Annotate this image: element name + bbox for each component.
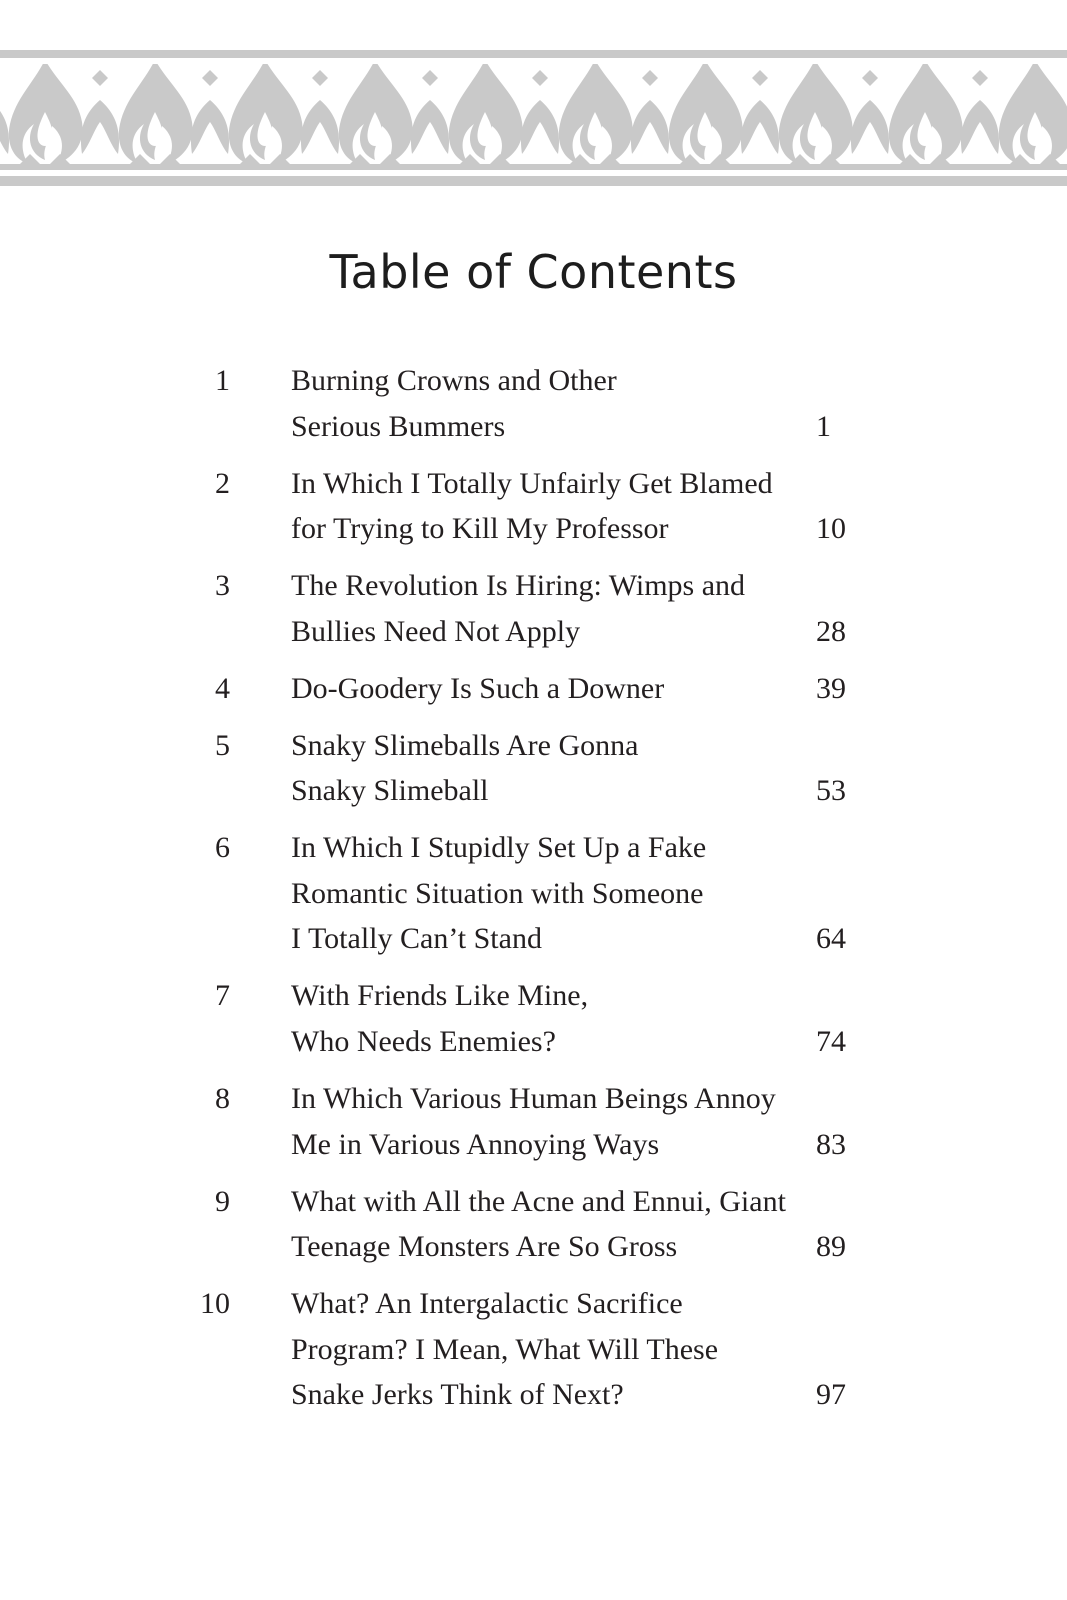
chapter-title-line: What with All the Acne and Ennui, Giant xyxy=(291,1184,786,1218)
page-number: 53 xyxy=(816,774,846,808)
page-number: 28 xyxy=(816,614,846,648)
chapter-title xyxy=(291,358,821,449)
chapter-title-line: Snake Jerks Think of Next? xyxy=(291,1378,624,1412)
chapter-title-line: Burning Crowns and Other xyxy=(291,364,617,397)
page-number: 64 xyxy=(816,922,846,956)
chapter-title xyxy=(291,1076,821,1167)
toc-entry xyxy=(0,1076,1067,1167)
page-title: Table of Contents xyxy=(329,245,738,299)
table-of-contents xyxy=(0,358,1067,1429)
chapter-title-line: Do-Goodery Is Such a Downer xyxy=(291,671,665,705)
chapter-title xyxy=(291,461,821,552)
chapter-title-line: Serious Bummers xyxy=(291,409,506,443)
chapter-title xyxy=(291,1281,821,1418)
chapter-title-line: Teenage Monsters Are So Gross xyxy=(291,1230,678,1264)
toc-entry xyxy=(0,666,1067,712)
chapter-title-line: I Totally Can’t Stand xyxy=(291,922,542,956)
chapter-title xyxy=(291,1179,821,1270)
page-number: 89 xyxy=(816,1230,846,1264)
page-number: 83 xyxy=(816,1127,846,1161)
chapter-number: 1 xyxy=(215,364,230,397)
toc-entry xyxy=(0,358,1067,449)
toc-entry xyxy=(0,461,1067,552)
chapter-title xyxy=(291,666,821,712)
chapter-number: 9 xyxy=(215,1184,230,1218)
chapter-title-line: Program? I Mean, What Will These xyxy=(291,1332,719,1366)
toc-entry xyxy=(0,1179,1067,1270)
toc-entry xyxy=(0,973,1067,1064)
chapter-title-line: Snaky Slimeball xyxy=(291,774,489,808)
chapter-number: 3 xyxy=(215,569,230,603)
page-number: 10 xyxy=(816,512,846,546)
chapter-title-line: The Revolution Is Hiring: Wimps and xyxy=(291,569,746,603)
chapter-title xyxy=(291,723,821,814)
page-number: 39 xyxy=(816,671,846,705)
chapter-title-line: Who Needs Enemies? xyxy=(291,1025,556,1059)
chapter-title-line: for Trying to Kill My Professor xyxy=(291,512,669,546)
chapter-title-line: Me in Various Annoying Ways xyxy=(291,1127,660,1161)
page-number: 1 xyxy=(816,409,831,443)
toc-entry xyxy=(0,723,1067,814)
chapter-title-line: With Friends Like Mine, xyxy=(291,979,589,1013)
chapter-title-line: In Which I Stupidly Set Up a Fake xyxy=(291,831,707,865)
chapter-number: 6 xyxy=(215,831,230,865)
chapter-number: 7 xyxy=(215,979,230,1013)
chapter-title xyxy=(291,973,821,1064)
chapter-title-line: Bullies Need Not Apply xyxy=(291,614,581,648)
chapter-title-line: In Which Various Human Beings Annoy xyxy=(291,1082,776,1116)
decorative-flame-banner xyxy=(0,50,1067,190)
chapter-number: 10 xyxy=(200,1287,230,1321)
chapter-title xyxy=(291,563,821,654)
page-number: 74 xyxy=(816,1025,846,1059)
toc-entry xyxy=(0,825,1067,962)
chapter-title-line: Snaky Slimeballs Are Gonna xyxy=(291,728,639,762)
chapter-number: 2 xyxy=(215,466,230,500)
chapter-title-line: In Which I Totally Unfairly Get Blamed xyxy=(291,466,773,500)
chapter-number: 5 xyxy=(215,728,230,762)
chapter-title-line: Romantic Situation with Someone xyxy=(291,876,704,910)
toc-entry xyxy=(0,1281,1067,1418)
toc-entry xyxy=(0,563,1067,654)
chapter-title xyxy=(291,825,821,962)
chapter-title-line: What? An Intergalactic Sacrifice xyxy=(291,1287,683,1321)
page-number: 97 xyxy=(816,1378,846,1412)
chapter-number: 8 xyxy=(215,1082,230,1116)
chapter-number: 4 xyxy=(215,671,230,705)
